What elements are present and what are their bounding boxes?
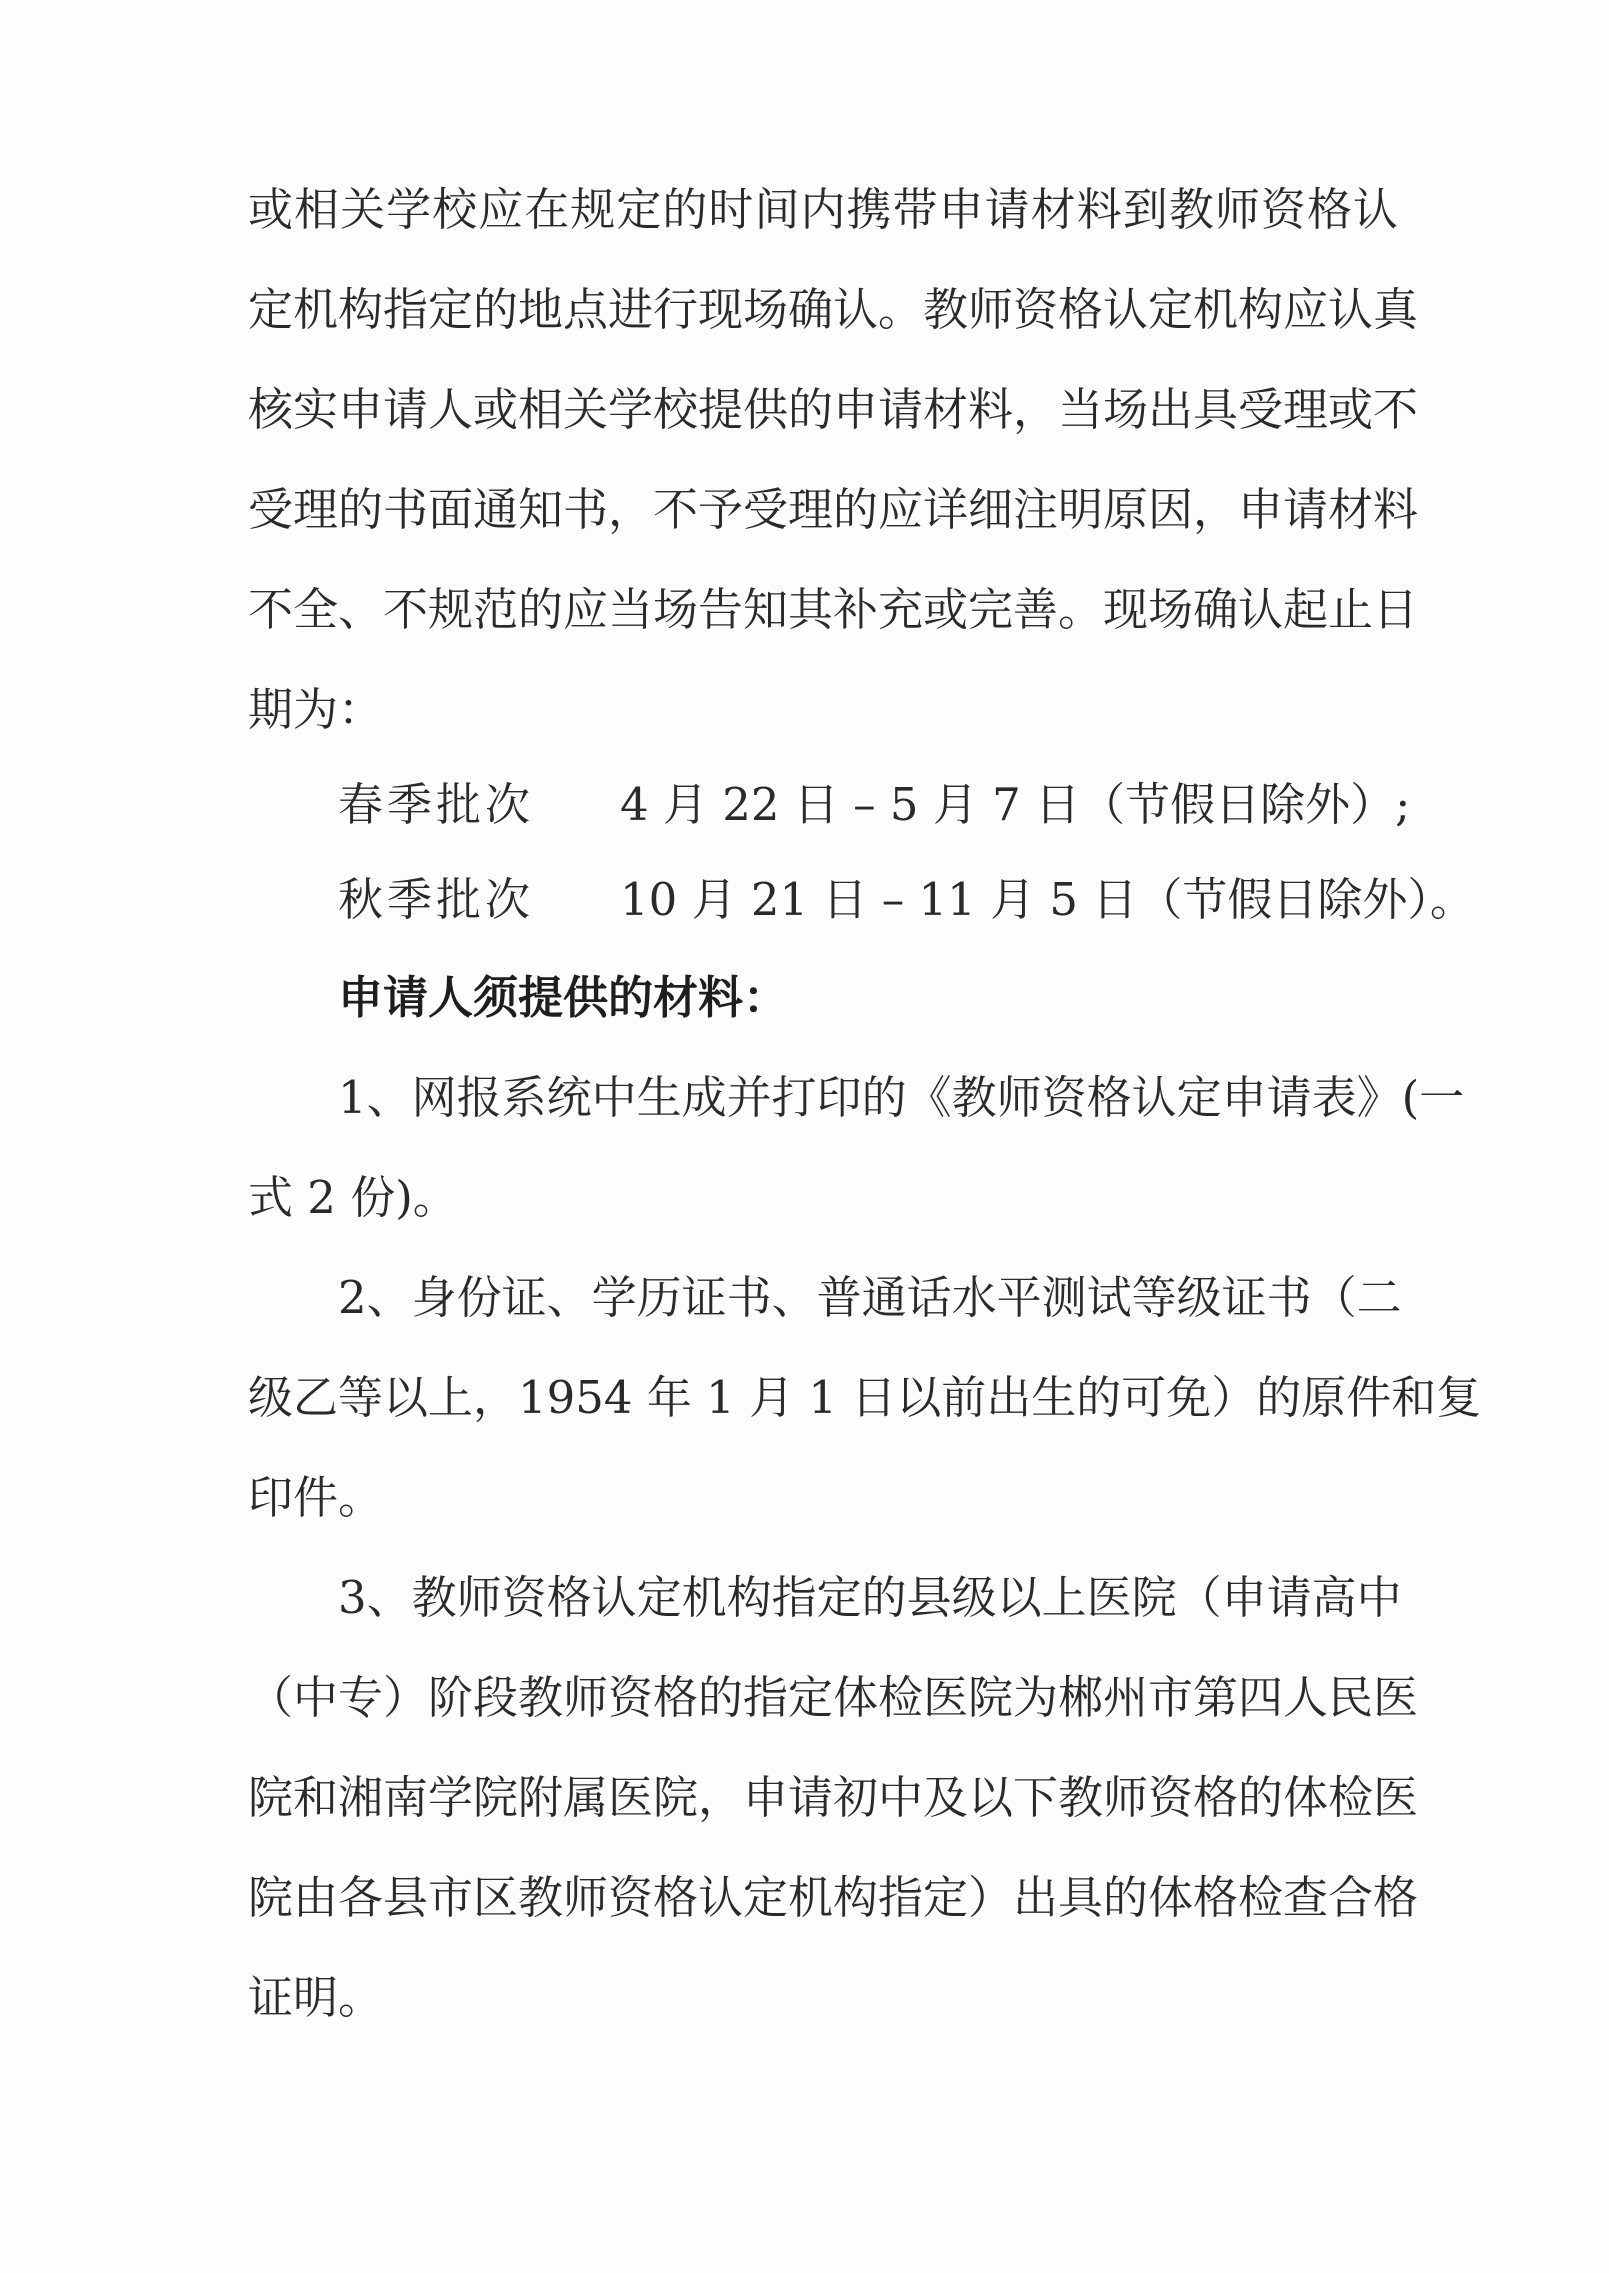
item2-line-1: 2、身份证、学历证书、普通话水平测试等级证书（二: [338, 1271, 1402, 1324]
autumn-batch-label: 秋季批次: [338, 873, 535, 926]
spring-batch-label: 春季批次: [338, 778, 535, 831]
autumn-batch-dates: 10 月 21 日 – 11 月 5 日（节假日除外）。: [620, 873, 1475, 926]
intro-line-3: 核实申请人或相关学校提供的申请材料，当场出具受理或不: [248, 383, 1419, 436]
item1-line-1: 1、网报系统中生成并打印的《教师资格认定申请表》(一: [338, 1071, 1465, 1124]
intro-line-5: 不全、不规范的应当场告知其补充或完善。现场确认起止日: [248, 583, 1419, 636]
item2-line-2: 级乙等以上，1954 年 1 月 1 日以前出生的可免）的原件和复: [248, 1371, 1482, 1424]
intro-line-6: 期为：: [248, 683, 384, 736]
spring-batch-dates: 4 月 22 日 – 5 月 7 日（节假日除外）;: [620, 778, 1411, 831]
item1-line-2: 式 2 份)。: [248, 1171, 458, 1224]
intro-line-2: 定机构指定的地点进行现场确认。教师资格认定机构应认真: [248, 283, 1419, 336]
intro-line-1: 或相关学校应在规定的时间内携带申请材料到教师资格认: [248, 183, 1398, 236]
item2-line-3: 印件。: [248, 1471, 384, 1524]
materials-heading: 申请人须提供的材料：: [338, 971, 789, 1024]
intro-line-4: 受理的书面通知书，不予受理的应详细注明原因，申请材料: [248, 483, 1419, 536]
item3-line-5: 证明。: [248, 1971, 384, 2024]
item3-line-1: 3、教师资格认定机构指定的县级以上医院（申请高中: [338, 1571, 1402, 1624]
item3-line-2: （中专）阶段教师资格的指定体检医院为郴州市第四人民医: [248, 1671, 1419, 1724]
item3-line-4: 院由各县市区教师资格认定机构指定）出具的体格检查合格: [248, 1871, 1419, 1924]
item3-line-3: 院和湘南学院附属医院，申请初中及以下教师资格的体检医: [248, 1771, 1419, 1824]
